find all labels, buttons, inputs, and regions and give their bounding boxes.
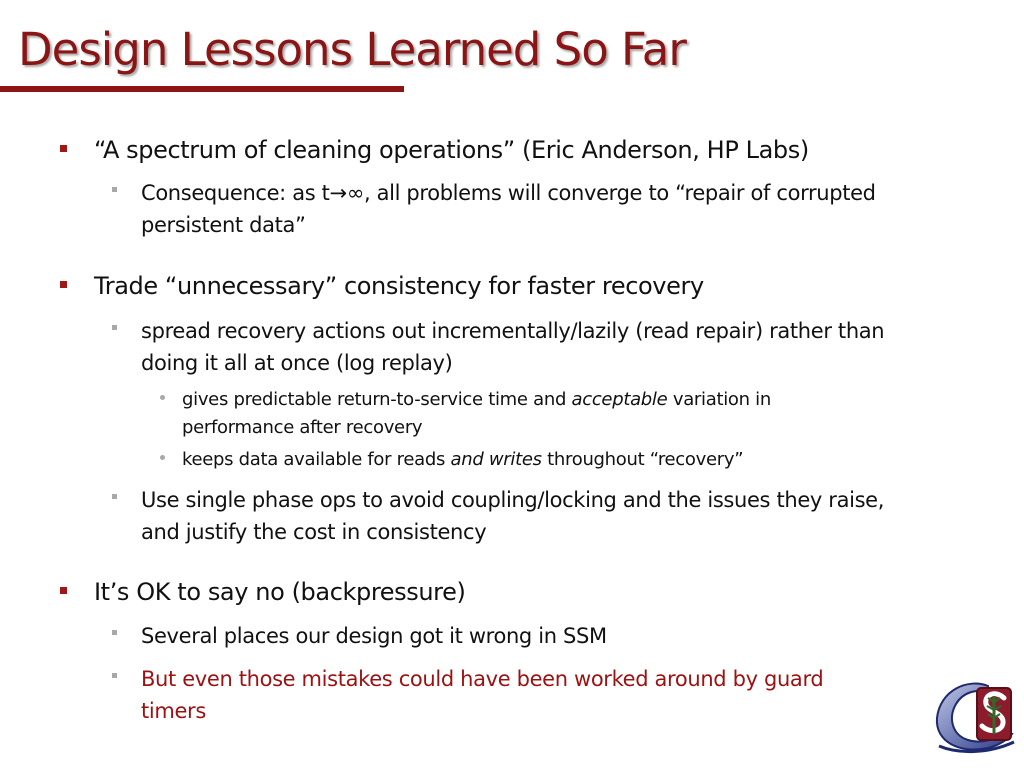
- sub-bullet-item: [112, 484, 884, 548]
- sub-sub-bullet-text: [182, 386, 771, 442]
- emphasis-text: and writes: [450, 449, 542, 470]
- sub-bullet-text: [141, 177, 876, 241]
- square-bullet-icon: [60, 587, 67, 594]
- round-bullet-icon: [160, 395, 165, 400]
- sub-bullet-line1: But even those mistakes could have been worked around by guard: [141, 667, 824, 691]
- slide-title: Design Lessons Learned So Far: [18, 23, 686, 76]
- small-square-bullet-icon: [112, 494, 117, 499]
- small-square-bullet-icon: [112, 673, 117, 678]
- sub-sub-bullet-text: [182, 446, 743, 474]
- consequence-text-start: Consequence: as t: [141, 181, 330, 205]
- sub-bullet-text: [141, 315, 884, 379]
- consequence-text-end: , all problems will converge to “repair of corrupted: [363, 181, 876, 205]
- sub-bullet-item: [112, 663, 823, 727]
- square-bullet-icon: [60, 281, 67, 288]
- bullet-text-end: throughout “recovery”: [541, 449, 744, 470]
- bullet-text-start: keeps data available for reads: [182, 449, 451, 470]
- bullet-text: “A spectrum of cleaning operations” (Eric Anderson, HP Labs): [94, 136, 809, 164]
- small-square-bullet-icon: [112, 187, 117, 192]
- sub-bullet-text-emphasis: [141, 663, 823, 727]
- small-square-bullet-icon: [112, 325, 117, 330]
- sub-bullet-text: [141, 484, 884, 548]
- round-bullet-icon: [160, 455, 165, 460]
- bullet-text-line2: performance after recovery: [182, 417, 423, 438]
- sub-bullet-line2: timers: [141, 699, 206, 723]
- stanford-cs-logo-icon: [930, 676, 1018, 758]
- bullet-text-end: variation in: [667, 389, 771, 410]
- bullet-text: Trade “unnecessary” consistency for faster recovery: [94, 272, 704, 300]
- sub-sub-bullet-item: [160, 446, 743, 474]
- bullet-text-start: gives predictable return-to-service time and: [182, 389, 572, 410]
- sub-bullet-item: [112, 177, 876, 241]
- bullet-text: It’s OK to say no (backpressure): [94, 578, 466, 606]
- small-square-bullet-icon: [112, 630, 117, 635]
- emphasis-text: acceptable: [571, 389, 668, 410]
- bullet-item: [60, 271, 704, 301]
- limit-arrow-symbol: →∞: [329, 181, 364, 205]
- sub-bullet-line2: and justify the cost in consistency: [141, 520, 487, 544]
- sub-bullet-line1: Use single phase ops to avoid coupling/locking and the issues they raise,: [141, 488, 885, 512]
- sub-bullet-item: [112, 315, 884, 379]
- bullet-item: [60, 577, 465, 607]
- sub-bullet-line2: doing it all at once (log replay): [141, 351, 453, 375]
- sub-bullet-item: [112, 620, 607, 652]
- sub-sub-bullet-item: [160, 386, 771, 442]
- bullet-item: [60, 135, 809, 165]
- square-bullet-icon: [60, 145, 67, 152]
- sub-bullet-text: Several places our design got it wrong in SSM: [141, 624, 607, 648]
- sub-bullet-line1: spread recovery actions out incrementally/lazily (read repair) rather than: [141, 319, 885, 343]
- consequence-text-line2: persistent data”: [141, 213, 306, 237]
